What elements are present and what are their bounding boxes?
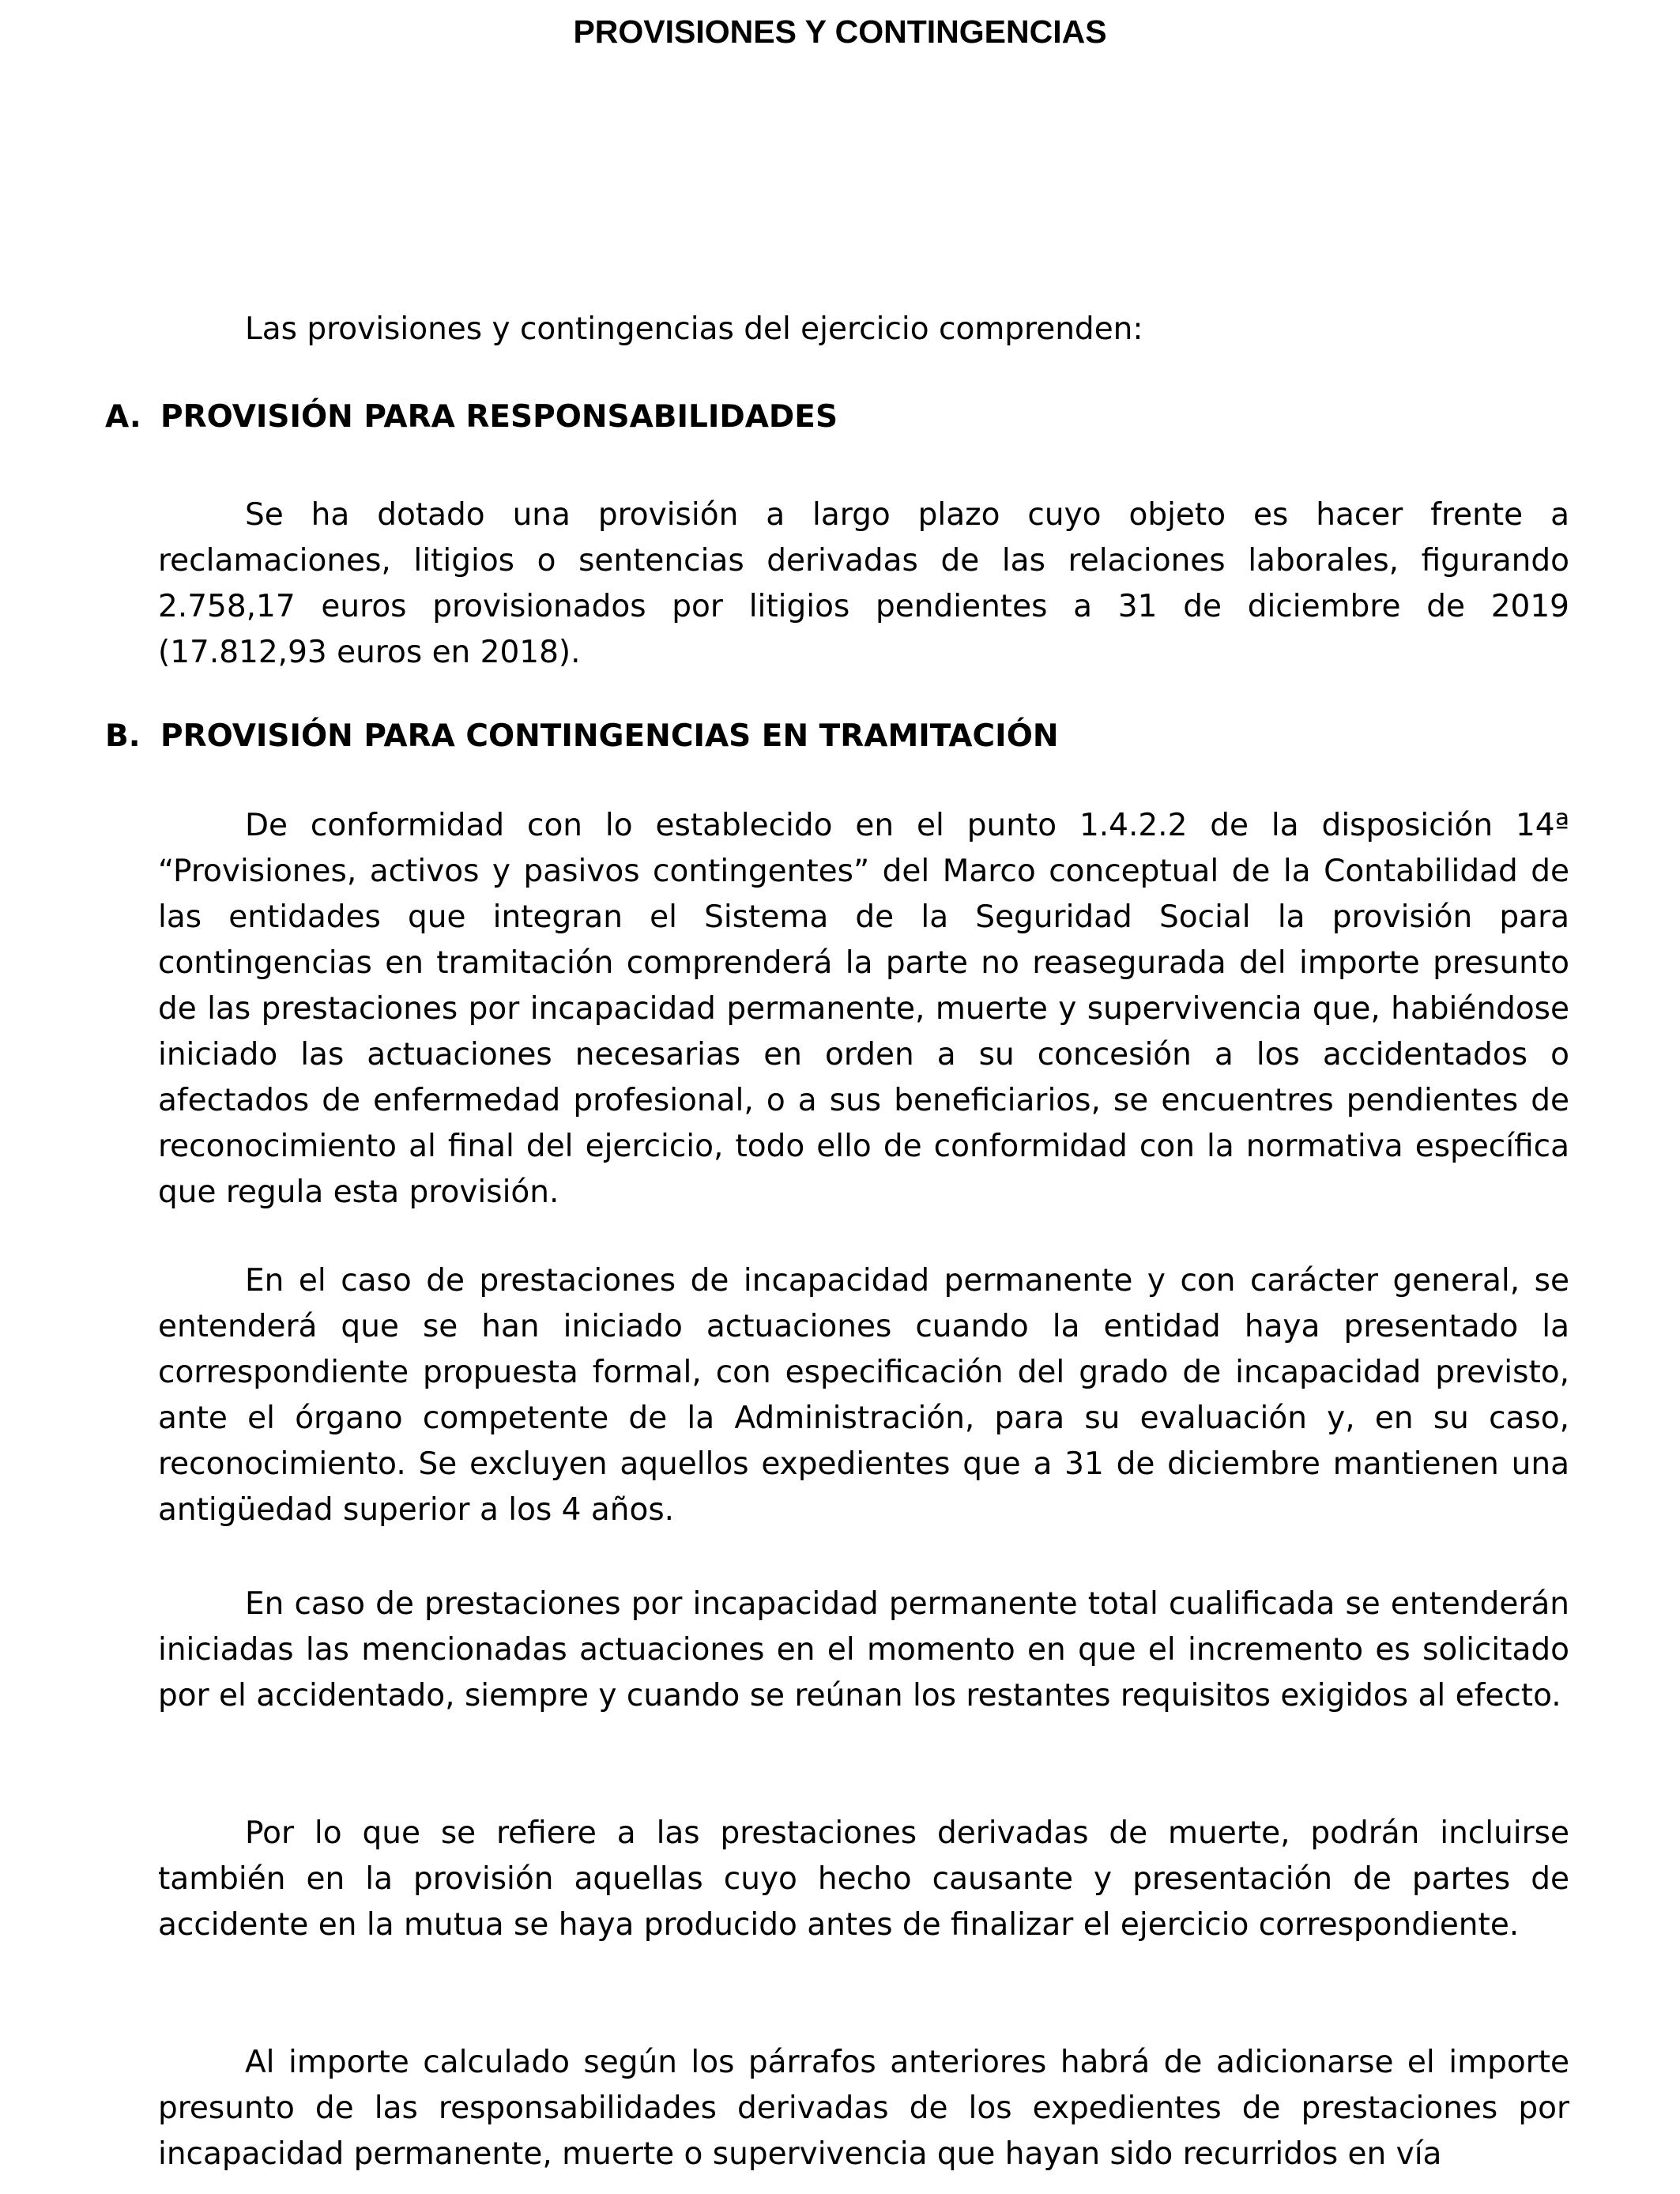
section-b-paragraph-2: En el caso de prestaciones de incapacidad permanente y con carácter general, se entenderá que se han iniciado actuaciones cuando la entidad haya presentado la correspondiente propuesta formal, con especificación del grado de incapacidad previsto, ante el órgano competente de la Administración, para su evaluación y, en su caso, reconocimiento. Se excluyen aquellos expedientes que a 31 de diciembre mantienen una antigüedad superior a los 4 años. (158, 1263, 1569, 1528)
intro-paragraph: Las provisiones y contingencias del ejercicio comprenden: (245, 311, 1143, 347)
section-b-paragraph-3: En caso de prestaciones por incapacidad permanente total cualificada se entenderán iniciadas las mencionadas actuaciones en el momento en que el incremento es solicitado por el accidentado, siempre y cuando se reúnan los restantes requisitos exigidos al efecto. (158, 1586, 1569, 1713)
section-a-heading (105, 394, 838, 440)
document-title: PROVISIONES Y CONTINGENCIAS (573, 13, 1107, 50)
section-b-letter: B. (105, 718, 141, 754)
section-a-paragraph-1: Se ha dotado una provisión a largo plazo cuyo objeto es hacer frente a reclamaciones, litigios o sentencias derivadas de las relaciones laborales, figurando 2.758,17 euros provisionados por litigios pendientes a 31 de diciembre de 2019 (17.812,93 euros en 2018). (158, 497, 1569, 670)
section-b-paragraph-5: Al importe calculado según los párrafos anteriores habrá de adicionarse el importe presunto de las responsabilidades derivadas de los expedientes de prestaciones por incapacidad permanente, muerte o supervivencia que hayan sido recurridos en vía (158, 2045, 1569, 2172)
section-b-title: PROVISIÓN PARA CONTINGENCIAS EN TRAMITACIÓN (160, 718, 1059, 754)
section-a-letter: A. (105, 399, 141, 435)
section-a-title: PROVISIÓN PARA RESPONSABILIDADES (160, 399, 838, 435)
section-b-paragraph-1: De conformidad con lo establecido en el punto 1.4.2.2 de la disposición 14ª “Provisiones, activos y pasivos contingentes” del Marco conceptual de la Contabilidad de las entidades que integran el Sistema de la Seguridad Social la provisión para contingencias en tramitación comprenderá la parte no reasegurada del importe presunto de las prestaciones por incapacidad permanente, muerte y supervivencia que, habiéndose iniciado las actuaciones necesarias en orden a su concesión a los accidentados o afectados de enfermedad profesional, o a sus beneficiarios, se encuentres pendientes de reconocimiento al final del ejercicio, todo ello de conformidad con la normativa específica que regula esta provisión. (158, 808, 1569, 1210)
section-b-paragraph-4: Por lo que se refiere a las prestaciones derivadas de muerte, podrán incluirse también en la provisión aquellas cuyo hecho causante y presentación de partes de accidente en la mutua se haya producido antes de finalizar el ejercicio correspondiente. (158, 1815, 1569, 1943)
section-b-heading (105, 714, 1058, 760)
